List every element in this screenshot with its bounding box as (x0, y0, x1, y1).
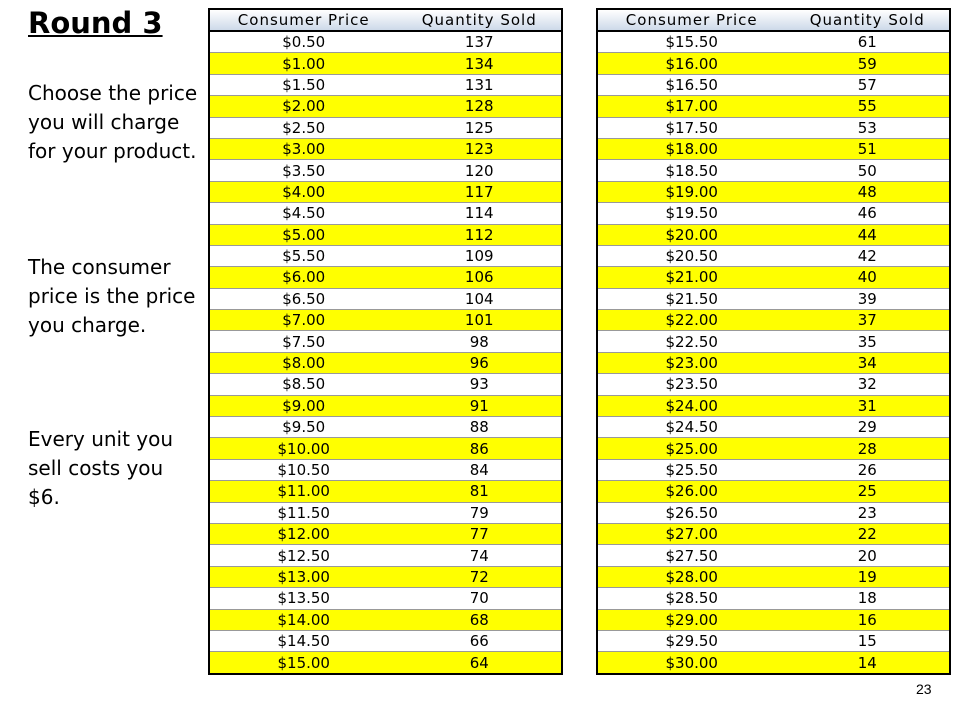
price-cell: $21.50 (597, 288, 785, 309)
quantity-cell: 101 (397, 310, 562, 331)
table-row (209, 523, 562, 544)
table-row (209, 652, 562, 674)
price-cell: $15.00 (209, 652, 397, 674)
price-cell: $14.00 (209, 609, 397, 630)
price-cell: $6.00 (209, 267, 397, 288)
quantity-cell: 104 (397, 288, 562, 309)
table-row (597, 438, 950, 459)
quantity-cell: 137 (397, 31, 562, 53)
quantity-cell: 37 (785, 310, 950, 331)
table-row (209, 588, 562, 609)
table-row (209, 53, 562, 74)
header-consumer-price: Consumer Price (597, 9, 785, 31)
quantity-cell: 112 (397, 224, 562, 245)
price-cell: $4.50 (209, 203, 397, 224)
quantity-cell: 16 (785, 609, 950, 630)
table-row (209, 609, 562, 630)
price-cell: $22.50 (597, 331, 785, 352)
price-cell: $28.50 (597, 588, 785, 609)
quantity-cell: 61 (785, 31, 950, 53)
quantity-cell: 15 (785, 630, 950, 651)
table-row (209, 459, 562, 480)
price-cell: $11.00 (209, 481, 397, 502)
quantity-cell: 39 (785, 288, 950, 309)
table-row (597, 331, 950, 352)
quantity-cell: 106 (397, 267, 562, 288)
price-cell: $12.50 (209, 545, 397, 566)
table-row (209, 545, 562, 566)
table-row (597, 245, 950, 266)
quantity-cell: 48 (785, 181, 950, 202)
price-cell: $24.00 (597, 395, 785, 416)
table-header-row (597, 9, 950, 31)
quantity-cell: 109 (397, 245, 562, 266)
quantity-cell: 128 (397, 96, 562, 117)
table-row (597, 481, 950, 502)
price-cell: $12.00 (209, 523, 397, 544)
quantity-cell: 29 (785, 417, 950, 438)
quantity-cell: 77 (397, 523, 562, 544)
table-row (209, 630, 562, 651)
price-cell: $27.00 (597, 523, 785, 544)
table-row (597, 224, 950, 245)
price-cell: $7.50 (209, 331, 397, 352)
quantity-cell: 84 (397, 459, 562, 480)
price-cell: $5.00 (209, 224, 397, 245)
price-cell: $8.50 (209, 374, 397, 395)
instruction-text: Choose the price you will charge for your product. (28, 81, 198, 163)
price-quantity-table-2 (596, 8, 951, 675)
table-row (209, 352, 562, 373)
price-cell: $10.50 (209, 459, 397, 480)
table-row (209, 267, 562, 288)
quantity-cell: 53 (785, 117, 950, 138)
quantity-cell: 18 (785, 588, 950, 609)
quantity-cell: 86 (397, 438, 562, 459)
price-cell: $22.00 (597, 310, 785, 331)
price-cell: $19.00 (597, 181, 785, 202)
table-row (597, 288, 950, 309)
quantity-cell: 70 (397, 588, 562, 609)
quantity-cell: 91 (397, 395, 562, 416)
price-cell: $3.50 (209, 160, 397, 181)
table-row (597, 31, 950, 53)
table-row (209, 310, 562, 331)
quantity-cell: 131 (397, 74, 562, 95)
price-cell: $0.50 (209, 31, 397, 53)
price-cell: $3.00 (209, 138, 397, 159)
table-row (597, 117, 950, 138)
quantity-cell: 117 (397, 181, 562, 202)
price-cell: $10.00 (209, 438, 397, 459)
price-cell: $30.00 (597, 652, 785, 674)
price-cell: $29.00 (597, 609, 785, 630)
price-cell: $8.00 (209, 352, 397, 373)
quantity-cell: 88 (397, 417, 562, 438)
table-row (209, 374, 562, 395)
table-row (209, 438, 562, 459)
table-row (597, 310, 950, 331)
table-row (209, 160, 562, 181)
table-row (597, 609, 950, 630)
quantity-cell: 32 (785, 374, 950, 395)
table-row (597, 267, 950, 288)
quantity-cell: 20 (785, 545, 950, 566)
table-row (209, 481, 562, 502)
table-row (597, 53, 950, 74)
table-row (597, 652, 950, 674)
price-cell: $1.00 (209, 53, 397, 74)
price-cell: $29.50 (597, 630, 785, 651)
table-row (597, 417, 950, 438)
quantity-cell: 44 (785, 224, 950, 245)
price-cell: $2.50 (209, 117, 397, 138)
price-cell: $20.00 (597, 224, 785, 245)
price-cell: $5.50 (209, 245, 397, 266)
slide-title: Round 3 (28, 6, 163, 40)
quantity-cell: 72 (397, 566, 562, 587)
quantity-cell: 31 (785, 395, 950, 416)
header-consumer-price: Consumer Price (209, 9, 397, 31)
quantity-cell: 51 (785, 138, 950, 159)
table-row (597, 523, 950, 544)
price-cell: $25.50 (597, 459, 785, 480)
quantity-cell: 35 (785, 331, 950, 352)
header-quantity-sold: Quantity Sold (397, 9, 562, 31)
table-row (597, 181, 950, 202)
table-row (597, 203, 950, 224)
table-row (597, 374, 950, 395)
price-cell: $23.00 (597, 352, 785, 373)
table-row (597, 502, 950, 523)
quantity-cell: 96 (397, 352, 562, 373)
table-row (209, 96, 562, 117)
price-cell: $9.50 (209, 417, 397, 438)
table-row (209, 566, 562, 587)
table-row (209, 181, 562, 202)
table-row (597, 138, 950, 159)
price-cell: $1.50 (209, 74, 397, 95)
price-cell: $23.50 (597, 374, 785, 395)
price-cell: $19.50 (597, 203, 785, 224)
quantity-cell: 26 (785, 459, 950, 480)
price-cell: $14.50 (209, 630, 397, 651)
quantity-cell: 46 (785, 203, 950, 224)
price-cell: $13.50 (209, 588, 397, 609)
price-cell: $4.00 (209, 181, 397, 202)
quantity-cell: 98 (397, 331, 562, 352)
quantity-cell: 134 (397, 53, 562, 74)
quantity-cell: 28 (785, 438, 950, 459)
price-cell: $28.00 (597, 566, 785, 587)
table-row (597, 588, 950, 609)
table-row (209, 31, 562, 53)
quantity-cell: 25 (785, 481, 950, 502)
price-cell: $24.50 (597, 417, 785, 438)
table-row (209, 245, 562, 266)
table-row (209, 417, 562, 438)
table-row (597, 96, 950, 117)
price-cell: $16.00 (597, 53, 785, 74)
price-cell: $16.50 (597, 74, 785, 95)
quantity-cell: 55 (785, 96, 950, 117)
table-row (597, 459, 950, 480)
quantity-cell: 64 (397, 652, 562, 674)
price-cell: $21.00 (597, 267, 785, 288)
price-cell: $7.00 (209, 310, 397, 331)
price-cell: $2.00 (209, 96, 397, 117)
definition-text: The consumer price is the price you charge. (28, 255, 196, 337)
quantity-cell: 93 (397, 374, 562, 395)
table-row (597, 566, 950, 587)
quantity-cell: 14 (785, 652, 950, 674)
quantity-cell: 50 (785, 160, 950, 181)
table-row (597, 395, 950, 416)
table-row (209, 203, 562, 224)
price-cell: $17.00 (597, 96, 785, 117)
price-cell: $18.00 (597, 138, 785, 159)
table-row (597, 74, 950, 95)
table-row (209, 395, 562, 416)
table-row (209, 331, 562, 352)
page-number: 23 (916, 681, 932, 697)
quantity-cell: 74 (397, 545, 562, 566)
price-cell: $26.50 (597, 502, 785, 523)
table-row (209, 117, 562, 138)
price-quantity-table-1 (208, 8, 563, 675)
quantity-cell: 114 (397, 203, 562, 224)
header-quantity-sold: Quantity Sold (785, 9, 950, 31)
quantity-cell: 125 (397, 117, 562, 138)
quantity-cell: 42 (785, 245, 950, 266)
price-cell: $11.50 (209, 502, 397, 523)
price-cell: $13.00 (209, 566, 397, 587)
quantity-cell: 123 (397, 138, 562, 159)
table-row (209, 502, 562, 523)
price-cell: $25.00 (597, 438, 785, 459)
price-cell: $27.50 (597, 545, 785, 566)
price-cell: $20.50 (597, 245, 785, 266)
quantity-cell: 34 (785, 352, 950, 373)
table-row (597, 160, 950, 181)
price-cell: $18.50 (597, 160, 785, 181)
table-row (597, 545, 950, 566)
price-cell: $6.50 (209, 288, 397, 309)
quantity-cell: 19 (785, 566, 950, 587)
quantity-cell: 68 (397, 609, 562, 630)
table-row (209, 224, 562, 245)
quantity-cell: 57 (785, 74, 950, 95)
price-cell: $17.50 (597, 117, 785, 138)
price-cell: $26.00 (597, 481, 785, 502)
price-cell: $9.00 (209, 395, 397, 416)
price-cell: $15.50 (597, 31, 785, 53)
quantity-cell: 59 (785, 53, 950, 74)
table-row (209, 138, 562, 159)
table-row (597, 352, 950, 373)
quantity-cell: 40 (785, 267, 950, 288)
table-row (209, 288, 562, 309)
quantity-cell: 81 (397, 481, 562, 502)
quantity-cell: 22 (785, 523, 950, 544)
cost-text: Every unit you sell costs you $6. (28, 427, 174, 509)
quantity-cell: 66 (397, 630, 562, 651)
table-header-row (209, 9, 562, 31)
table-row (209, 74, 562, 95)
quantity-cell: 120 (397, 160, 562, 181)
table-row (597, 630, 950, 651)
quantity-cell: 23 (785, 502, 950, 523)
quantity-cell: 79 (397, 502, 562, 523)
